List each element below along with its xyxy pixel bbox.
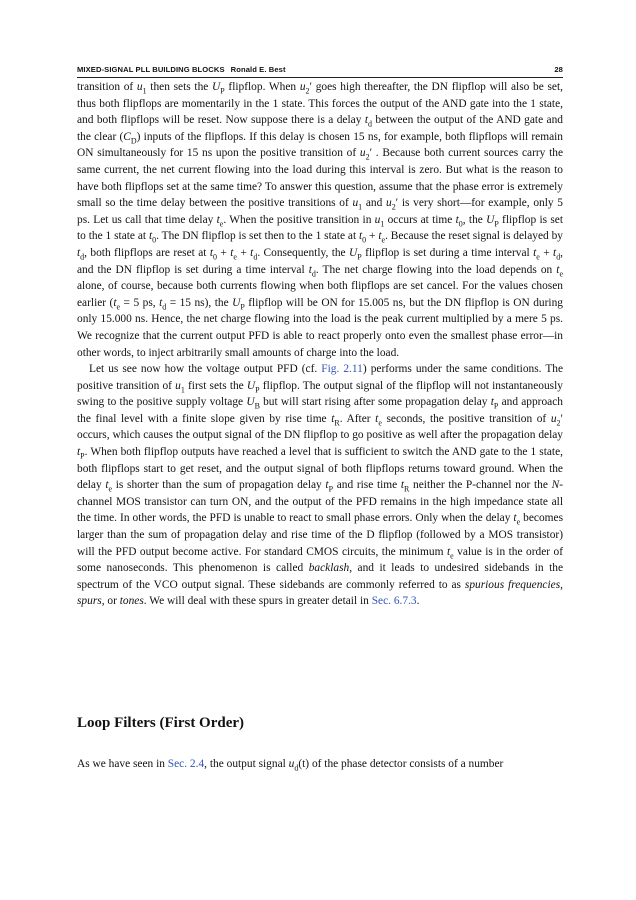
- header-author: Ronald E. Best: [230, 65, 286, 74]
- paragraph-2: Let us see now how the voltage output PFD (cf. Fig. 2.11) performs under the same conditions. The positive transition of $u_1$ first sets the $U_P$ flipflop. The output signal of the flipflop will not instantaneously swing to the positive supply voltage $U_B$ but will start rising after some propagation delay $t_P$ and approach the final level with a finite slope given by rise time $t_R$. After $t_e$ seconds, the positive transition of $u_2'$ occurs, which causes the output signal of the DN flipflop to go positive as well after the propagation delay $t_P$. When both flipflop outputs have reached a level that is sufficient to switch the AND gate to the 1 state, both flipflops start to get reset, and the output signal of both flipflops returns toward ground. When the delay $t_e$ is shorter than the sum of propagation delay $t_P$ and rise time $t_R$ neither the P-channel nor the N-channel MOS transistor can turn ON, and the output of the PFD remains in the high impedance state all the time. In other words, the PFD is unable to react to small phase errors. Only when the delay $t_e$ becomes larger than the sum of propagation delay and rise time of the D flipflop (followed by a MOS transistor) will the PFD output become active. For standard CMOS circuits, the minimum $t_e$ value is in the order of some nanoseconds. This phenomenon is called backlash, and it leads to undesired sidebands in the spectrum of the VCO output signal. These sidebands are commonly referred to as spurious frequencies, spurs, or tones. We will deal with these spurs in greater detail in Sec. 6.7.3.: [77, 363, 564, 608]
- paragraph-1: transition of $u_1$ then sets the $U_P$ flipflop. When $u_2'$ goes high thereafter, the DN flipflop will also be set, thus both flipflops are momentarily in the 1 state. This forces the output of the AND gate into the 1 state, and both flipflops will be reset. Now suppose there is a delay $t_d$ between the output of the AND gate and the clear $(C_D)$ inputs of the flipflops. If this delay is chosen 15 ns, for example, both flipflops will remain ON simultaneously for 15 ns upon the positive transition of $u_2'$ . Because both current sources carry the same current, the net current flowing into the load during this interval is zero. But what is the reason to have both flipflops set at the same time? To answer this question, assume that the phase error is extremely small so the time delay between the positive transitions of $u_1$ and $u_2'$ is very short—for example, only 5 ps. Let us call that time delay $t_e$. When the positive transition in $u_1$ occurs at time $t_0$, the $U_P$ flipflop is set to the 1 state at $t_0$. The DN flipflop is set then to the 1 state at $t_0 + t_e$. Because the reset signal is delayed by $t_d$, both flipflops are reset at $t_0 + t_e + t_d$. Consequently, the $U_P$ flipflop is set during a time interval $t_e + t_d$, and the DN flipflop is set during a time interval $t_d$. The net charge flowing into the load depends on $t_e$ alone, of course, because both currents flowing when both flipflops are set cancel. For the values chosen earlier ($t_e = 5$ ps, $t_d = 15$ ns), the $U_P$ flipflop will be ON for 15.005 ns, but the DN flipflop is ON during only 15.000 ns. Hence, the net charge flowing into the load is the peak current multiplied by a mere 5 ps. We recognize that the current output PFD is able to react properly onto even the smallest phase error—in other words, to inject arbitrarily small amounts of charge into the load.: [77, 81, 564, 359]
- cross-reference-link[interactable]: Fig. 2.11: [321, 363, 363, 376]
- body-text: [77, 79, 563, 610]
- cross-reference-link[interactable]: Sec. 2.4: [167, 758, 205, 771]
- paragraph-3: As we have seen in Sec. 2.4, the output signal $u_d(t)$ of the phase detector consists of a number: [77, 758, 504, 773]
- header-title: MIXED-SIGNAL PLL BUILDING BLOCKS: [77, 65, 225, 74]
- page-number: 28: [554, 65, 563, 74]
- section-heading: Loop Filters (First Order): [77, 715, 245, 731]
- cross-reference-link[interactable]: Sec. 6.7.3: [371, 595, 417, 608]
- running-header: [77, 63, 563, 78]
